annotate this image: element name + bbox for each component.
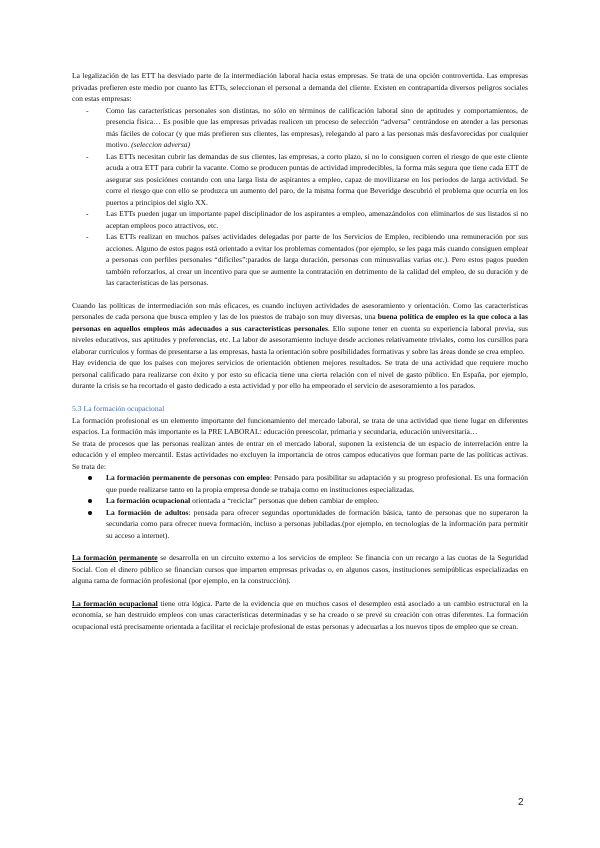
bold-emphasis: buena política de empleo es la que coloca a las personas en aquellos empleos más adecuados a sus características personales — [72, 312, 528, 333]
risks-list — [72, 105, 528, 289]
types-list — [72, 472, 528, 541]
bold-term: La formación permanente de personas con empleo — [106, 473, 270, 482]
intro-paragraph: La legalización de las ETT ha desviado parte de la intermediación laboral hacia estas empresas. Se trata de una opción controvertida. Las empresas privadas prefieren este medio por cuanto las ETTs, seleccionan el personal a demanda del cliente. Existen en contrapartida diversos peligros sociales con estas empresas: — [72, 71, 528, 103]
bold-term: La formación de adultos — [106, 507, 189, 517]
permanente-paragraph: La formación permanente se desarrolla en un circuito externo a los servicios de empleo: Se financia con un recargo a las cuotas de la Seguridad Social. Con el dinero público se financian cursos que imparten empresas privadas o, en algunos casos, instituciones semipúblicas especializadas en alguna rama de formación profesional (por ejemplo, en la construcción). — [72, 553, 528, 585]
bold-term: La formación ocupacional — [106, 496, 191, 505]
underlined-term: La formación permanente — [72, 553, 158, 562]
evidence-paragraph: Hay evidencia de que los países con mejores servicios de orientación obtienen mejores resultados. Se trata de una actividad que requiere mucho personal calificado para realizarse con éxito y por esto su eficacia tiene una cierta relación con el nivel de gasto público. En España, por ejemplo, durante la crisis se ha recortado el gasto dedicado a esta actividad y por ello ha empeorado el servicio de asesoramiento a los parados. — [72, 358, 528, 390]
section-paragraph: Se trata de procesos que las personas realizan antes de entrar en el mercado laboral, suponen la existencia de un espacio de interrelación entre la educación y el empleo mercantil. Estas actividades no excluyen la importancia de otros campos educativos que forman parte de las políticas activas. Se trata de: — [72, 438, 528, 471]
section-heading: 5.3 La formación ocupacional — [72, 403, 165, 413]
page-number: 2 — [518, 797, 524, 808]
list-item: La formación permanente de personas con empleo: Pensado para posibilitar su adaptación y su progreso profesional. Es una formación que puede realizarse tanto en la propia empresa donde se trabaja como en instituciones especializadas. — [106, 473, 528, 494]
list-item: - Las ETTs pueden jugar un importante papel disciplinador de los aspirantes a empleo, amenazándolos con eliminarlos de sus listados si no aceptan empleos poco atractivos, etc. — [106, 208, 528, 231]
underlined-term: La formación ocupacional — [72, 598, 158, 608]
list-item: La formación de adultos: pensada para ofrecer segundas oportunidades de formación básica, tanto de personas que no superaron la secundaria como para ofrecer nueva formación, incluso a personas jubiladas.(por ejemplo, en tecnologías de la información para permitir su acceso a internet). — [106, 507, 529, 540]
policies-paragraph: Cuando las políticas de intermediación son más eficaces, es cuando incluyen actividades de asesoramiento y orientación. Como las características personales de cada persona que busca empleo y las de los puestos de trabajo son muy diversas, una buena política de empleo es la que coloca a las personas en aquellos empleos más adecuados a sus características personales. Ello supone tener en cuenta su experiencia laboral previa, sus niveles educativos, sus aptitudes y preferencias, etc. La labor de asesoramiento incluye desde acciones relativamente triviales, como los cursillos para elaborar currículos y formas de presentarse a las empresas, hasta la orientación sobre posibilidades formativas y sobre las áreas donde se crea empleo. — [72, 300, 528, 356]
ocupacional-paragraph: La formación ocupacional tiene otra lógica. Parte de la evidencia que en muchos casos el desempleo está asociado a un cambio estructural en la economía, se han destruido empleos con unas características determinadas y se ha creado o se prevé su creación con otras diferentes. La formación ocupacional está precisamente orientada a facilitar el reciclaje profesional de estas personas y adecuarlas a los nuevos tipos de empleo que se crean. — [72, 598, 528, 631]
list-item: La formación ocupacional orientada a “reciclar” personas que deben cambiar de empleo. — [106, 495, 528, 507]
document-page — [72, 70, 528, 632]
section-paragraph: La formación profesional es un elemento importante del funcionamiento del mercado laboral, se trata de una actividad que tiene lugar en diferentes espacios. La formación más importante es la PRE LABORAL: educación preescolar, primaria y secundaria, educación universitaria… — [72, 415, 528, 436]
list-item: - Las ETTs realizan en muchos países actividades delegadas por parte de los Servicios de Empleo, recibiendo una remuneración por sus acciones. Alguno de estos pagos está orientado a evitar los problemas comentados (por ejemplo, se les paga más cuando consiguen emplear a personas con perfiles personales “difíciles”:parados de larga duración, personas con minusvalías varias etc.). Pero estos pagos pueden también reforzarlos, al crear un incentivo para que se aumente la contratación en detrimento de la calidad del empleo, de su duración y de las características de las personas. — [106, 231, 528, 289]
list-item: - Las ETTs necesitan cubrir las demandas de sus clientes, las empresas, a corto plazo, si no lo consiguen corren el riesgo de que este cliente acuda a otra ETT para cubrir la vacante. Como se producen puntas de actividad impredecibles, la forma más segura que tiene cada ETT de asegurar sus posiciónes contando con una larga lista de aspirantes a empleo, capaz de movilizarse en los periodos de larga actividad. Se corre el riesgo que con ello se produzca un aumento del paro, de la misma forma que Beveridge descubrió el problema que ocurría en los puertos a principios del siglo XX. — [106, 151, 528, 209]
italic-note: (seleccion adversa) — [131, 140, 191, 149]
list-item: - Como las características personales son distintas, no sólo en términos de calificación laboral sino de aptitudes y comportamientos, de presencia física… Es posible que las empresas privadas realicen un proceso de selección “adversa” centrándose en atender a las personas más fáciles de colocar (y que más prefieren sus clientes, las empresas), relegando al paro a las personas más desfavorecidas por cualquier motivo. (seleccion adversa) — [106, 105, 528, 151]
